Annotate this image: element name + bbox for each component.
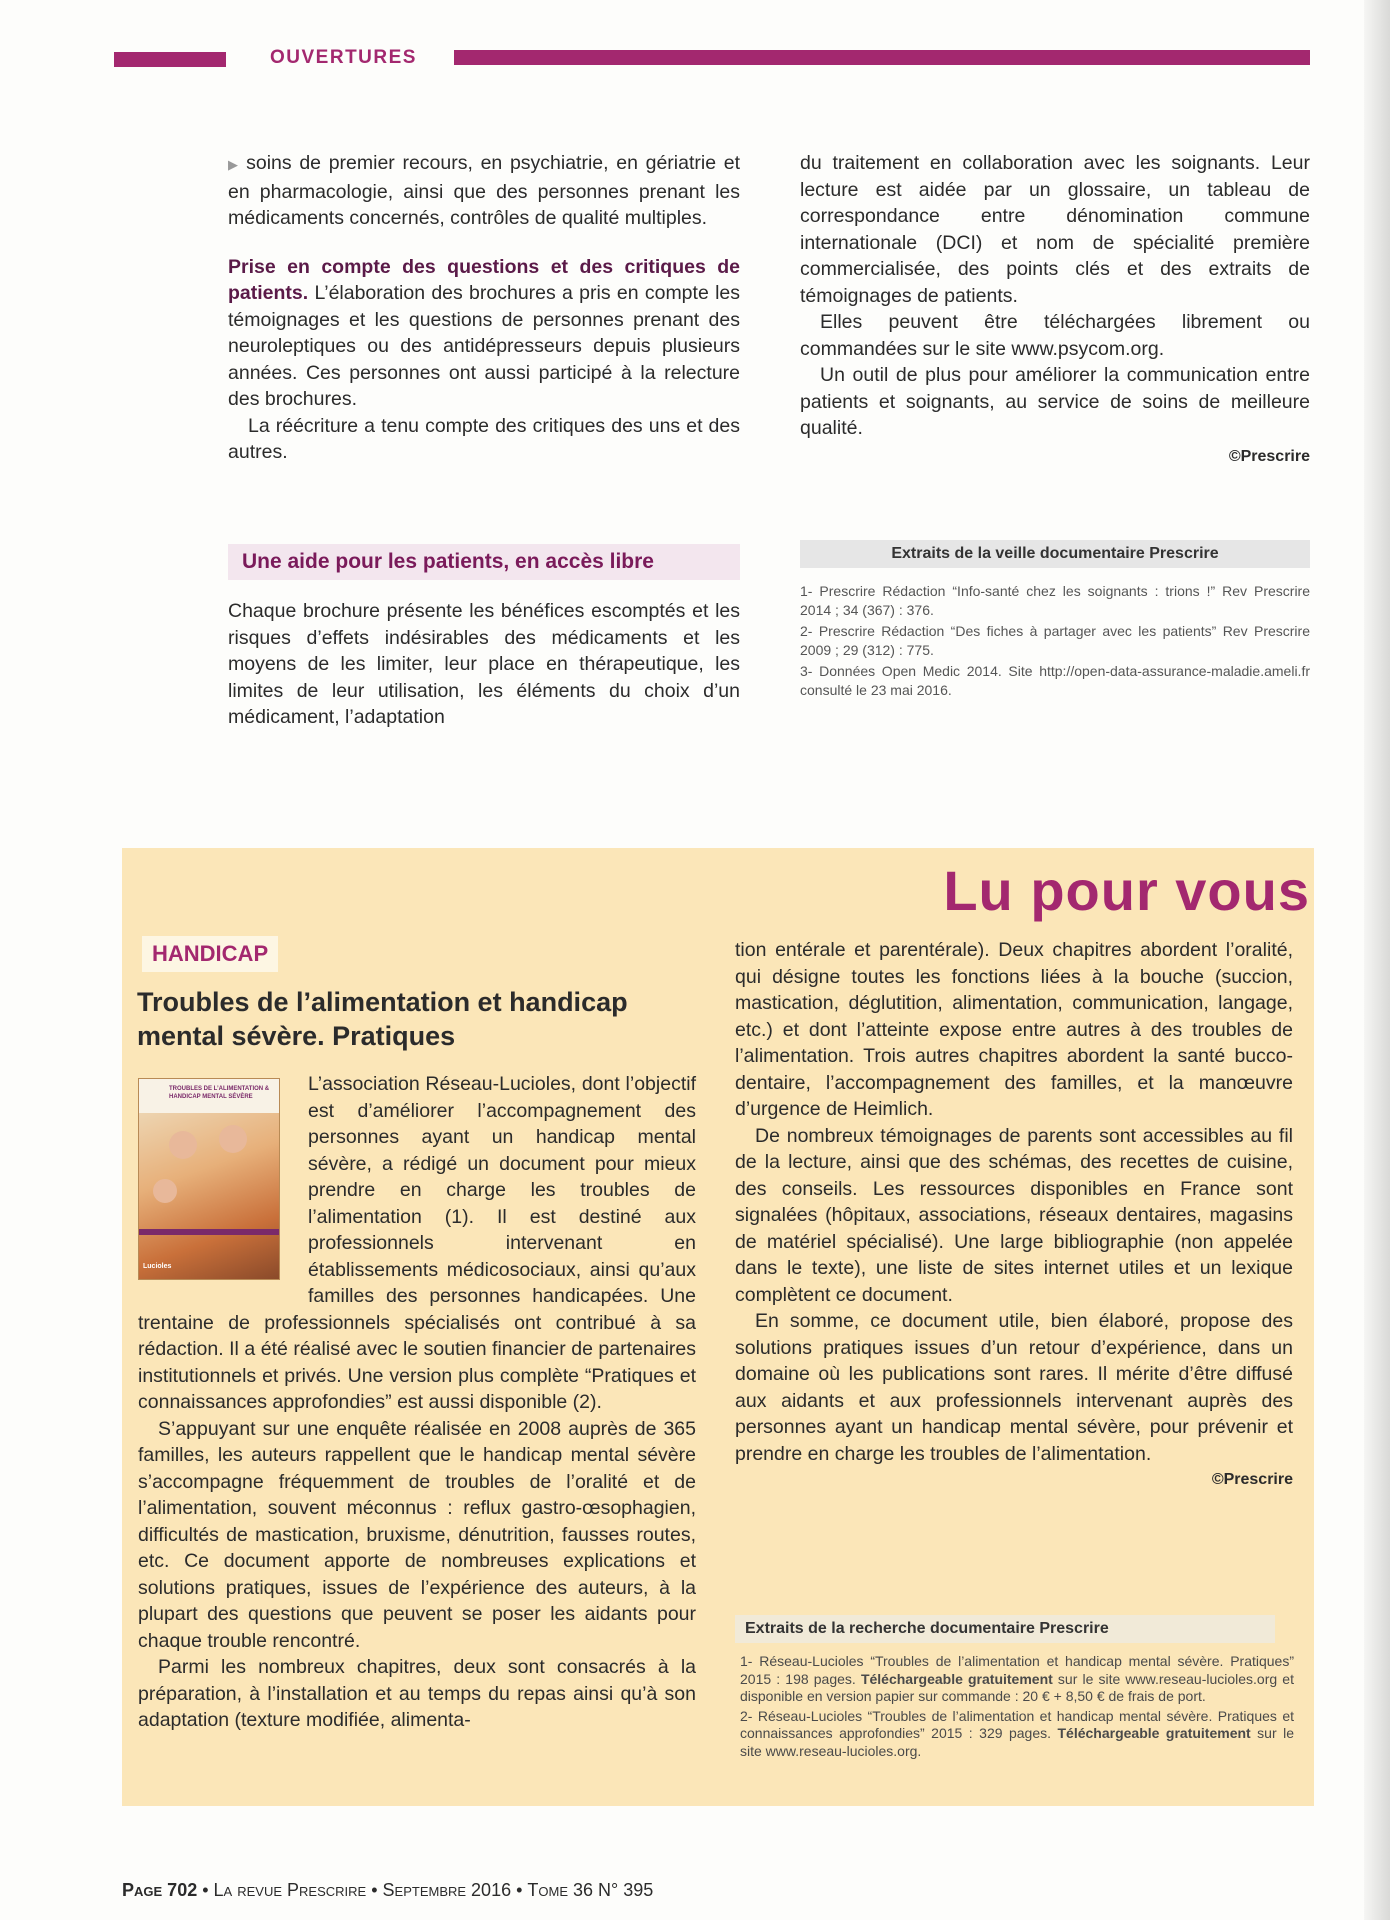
paragraph: De nombreux témoignages de parents sont accessibles au fil de la lecture, ainsi que des schémas, des recettes de cuisine, des conseils. Les ressources disponibles en France sont signalées (hôpitaux, associations, réseaux dentaires, magasins de matériel spécialisé). Une large bibliographie (non appelée dans le texte), une liste de sites internet utiles et un lexique complètent ce document. <box>735 1124 1293 1306</box>
paragraph-lead: Prise en compte des questions et des critiques de patients. <box>228 255 740 304</box>
signature: ©Prescrire <box>1211 1471 1293 1488</box>
references-list <box>800 582 1310 702</box>
category-tag: HANDICAP <box>142 936 278 972</box>
reference-item: 2- Prescrire Rédaction “Des fiches à partager avec les patients” Rev Prescrire 2009 ; 29 (312) : 775. <box>800 623 1310 658</box>
reference-item: 3- Données Open Medic 2014. Site http://open-data-assurance-maladie.ameli.fr consulté le 23 mai 2016. <box>800 663 1310 698</box>
cover-float-spacer <box>138 1071 308 1285</box>
article-column-left-2 <box>228 598 740 731</box>
issue-tome: Tome 36 N° 395 <box>527 1880 654 1900</box>
paragraph: En somme, ce document utile, bien élaboré, propose des solutions pratiques issues d’un retour d’expérience, dans un domaine où les publications sont rares. Il mérite d’être diffusé aux aidants et aux professionnels intervenant auprès des personnes ayant un handicap mental sévère, pour prévenir et prendre en charge les troubles de l’alimentation. <box>735 1310 1293 1465</box>
reference-text: 2- Réseau-Lucioles “Troubles de l’alimentation et handicap mental sévère. Pratiques et connaissances approfondies” 2015 : 329 pages. <box>740 1707 1294 1741</box>
review-references-heading: Extraits de la recherche documentaire Prescrire <box>735 1615 1275 1643</box>
article-column-left <box>228 150 740 466</box>
paragraph: tion entérale et parentérale). Deux chapitres abordent l’oralité, qui désigne toutes les fonctions liées à la bouche (succion, mastication, déglutition, alimentation, communication, langage, etc.) et dont l’atteinte expose entre autres à des troubles de l’alimentation. Trois autres chapitres abordent la santé bucco-dentaire, l’accompagnement des familles, et la manœuvre d’urgence de Heimlich. <box>735 939 1293 1120</box>
section-label: OUVERTURES <box>270 47 417 68</box>
book-title: Troubles de l’alimentation et handicap mental sévère. Pratiques <box>137 987 628 1051</box>
issue-date: Septembre 2016 <box>382 1880 512 1900</box>
paragraph-text: L’association Réseau-Lucioles, dont l’objectif est d’améliorer l’accompagnement des personnes ayant un handicap mental sévère, a rédigé un document pour mieux prendre en charge les troubles de l’alimentation (1). Il est destiné aux professionnels intervenant en établissements médicosociaux, ainsi qu’aux familles des personnes handicapées. Une trentaine de professionnels spécialisés ont contribué à sa rédaction. Il a été réalisé avec le soutien financier de partenaires institutionnels et privés. Une version plus complète “Pratiques et connaissances approfondies” est aussi disponible (2). <box>138 1073 696 1413</box>
article-column-right <box>800 150 1310 466</box>
paragraph: Un outil de plus pour améliorer la communication entre patients et soignants, au service de soins de meilleure qualité. <box>800 364 1310 439</box>
page-number: Page 702 <box>122 1880 198 1900</box>
review-column-left <box>138 1071 696 1734</box>
reference-item <box>740 1708 1294 1761</box>
reference-text: sur le site www.reseau-lucioles.org et disponible en version papier sur commande : 20 € + 8,50 € de frais de port. <box>740 1670 1294 1704</box>
review-banner: Lu pour vous <box>943 859 1310 922</box>
signature: ©Prescrire <box>1228 447 1310 465</box>
header-bar-right <box>454 50 1310 65</box>
journal-name: La revue Prescrire <box>213 1880 367 1900</box>
reference-item: 1- Prescrire Rédaction “Info-santé chez les soignants : trions !” Rev Prescrire 2014 ; 34 (367) : 376. <box>800 583 1310 618</box>
reference-text: 1- Réseau-Lucioles “Troubles de l’alimentation et handicap mental sévère. Pratiques” 2015 : 198 pages. <box>740 1653 1294 1687</box>
footer-separator: • <box>516 1880 528 1900</box>
review-column-right <box>735 937 1293 1489</box>
section-heading: Une aide pour les patients, en accès libre <box>228 544 740 580</box>
reference-emphasis: Téléchargeable gratuitement <box>860 1670 1053 1687</box>
review-references-list <box>740 1653 1294 1762</box>
paragraph: Parmi les nombreux chapitres, deux sont consacrés à la préparation, à l’installation et au temps du repas ainsi qu’à son adaptation (texture modifiée, alimenta- <box>138 1656 696 1731</box>
page-footer <box>122 1880 653 1901</box>
footer-separator: • <box>202 1880 214 1900</box>
reference-item <box>740 1653 1294 1706</box>
paragraph <box>228 150 740 232</box>
continuation-arrow-icon: ▶ <box>228 157 247 172</box>
paragraph <box>228 254 740 413</box>
cover-publisher: Lucioles <box>143 1263 172 1270</box>
reference-emphasis: Téléchargeable gratuitement <box>1057 1725 1251 1741</box>
paragraph-text: L’élaboration des brochures a pris en compte les témoignages et les questions de personnes prenant des neuroleptiques ou des antidépresseurs depuis plusieurs années. Ces personnes ont aussi participé à la relecture des brochures. <box>228 282 740 410</box>
header-bar-left <box>114 52 226 67</box>
cover-title: TROUBLES DE L’ALIMENTATION & HANDICAP MENTAL SÉVÈRE <box>169 1086 270 1100</box>
paragraph: La réécriture a tenu compte des critiques des uns et des autres. <box>228 414 740 463</box>
footer-separator: • <box>371 1880 383 1900</box>
references-heading: Extraits de la veille documentaire Prescrire <box>800 540 1310 568</box>
page-edge-shadow <box>1364 0 1390 1920</box>
reference-text: sur le site www.reseau-lucioles.org. <box>740 1725 1294 1759</box>
paragraph: S’appuyant sur une enquête réalisée en 2008 auprès de 365 familles, les auteurs rappellent que le handicap mental sévère s’accompagne fréquemment de troubles de l’oralité et de l’alimentation, souvent méconnus : reflux gastro-œsophagien, difficultés de mastication, bruxisme, dénutrition, fausses routes, etc. Ce document apporte de nombreuses explications et solutions pratiques, issues de l’expérience des auteurs, à la plupart des questions que peuvent se poser les aidants pour chaque trouble rencontré. <box>138 1417 696 1652</box>
paragraph-text: soins de premier recours, en psychiatrie, en gériatrie et en pharmacologie, ainsi que des personnes prenant les médicaments concernés, contrôles de qualité multiples. <box>228 152 740 229</box>
paragraph <box>138 1071 696 1416</box>
paragraph: Elles peuvent être téléchargées librement ou commandées sur le site www.psycom.org. <box>800 311 1310 360</box>
paragraph: du traitement en collaboration avec les soignants. Leur lecture est aidée par un glossaire, un tableau de correspondance entre dénomination commune internationale (DCI) et nom de spécialité première commercialisée, des points clés et des extraits de témoignages de patients. <box>800 152 1310 307</box>
paragraph: Chaque brochure présente les bénéfices escomptés et les risques d’effets indésirables des médicaments et les moyens de les limiter, leur place en thérapeutique, les limites de leur utilisation, les éléments du choix d’un médicament, l’adaptation <box>228 600 740 728</box>
